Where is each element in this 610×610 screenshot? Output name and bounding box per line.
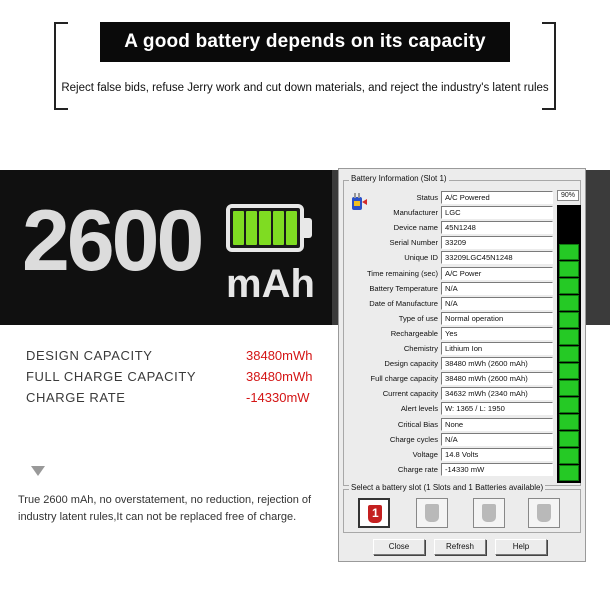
left-bracket [54,22,68,110]
info-row [344,221,554,234]
info-row [344,433,554,446]
tagline: Reject false bids, refuse Jerry work and cut down materials, and reject the industry's latent rules [61,82,549,94]
battery-info-group-title: Battery Information (Slot 1) [351,174,447,183]
info-row [344,297,554,310]
help-button[interactable]: Help [495,539,547,555]
info-row [344,448,554,461]
info-label: Status [416,193,438,202]
info-label: Full charge capacity [370,374,438,384]
info-value: 33209LGC45N1248 [441,251,553,264]
empty-slot-icon [537,504,551,522]
info-value: 38480 mWh (2600 mAh) [441,357,553,370]
info-row [344,372,554,385]
info-label: Alert levels [400,404,438,414]
info-row [344,312,554,325]
info-row [344,191,554,204]
info-row [344,206,554,219]
info-value: 34632 mWh (2340 mAh) [441,387,553,400]
battery-info-window [338,168,586,562]
info-row [344,282,554,295]
empty-slot-icon [482,504,496,522]
info-row [344,418,554,431]
info-label: Chemistry [403,344,438,353]
battery-slot-3[interactable] [473,498,505,528]
info-row [344,267,554,280]
info-label: Critical Bias [397,419,438,429]
spec-value-full-charge-capacity: 38480mWh [246,369,313,384]
gauge-cell [559,363,579,379]
capacity-number: 2600 [22,193,202,289]
info-value: Lithium Ion [441,342,553,355]
battery-slot-number: 1 [372,506,379,520]
info-value: 45N1248 [441,221,553,234]
gauge-cell [559,278,579,294]
info-label: Design capacity [384,359,438,369]
info-row [344,402,554,415]
info-label: Voltage [412,449,438,459]
info-value: W: 1365 / L: 1950 [441,402,553,415]
info-label: Charge rate [397,464,438,474]
battery-full-icon [226,204,314,252]
info-value: 33209 [441,236,553,249]
battery-tip [304,218,312,238]
gauge-cell [559,414,579,430]
battery-info-group [343,174,581,486]
gauge-cell [559,244,579,260]
info-value: Normal operation [441,312,553,325]
gauge-cell [559,380,579,396]
info-label: Time remaining (sec) [366,268,438,278]
gauge-cell [559,295,579,311]
battery-slot-2[interactable] [416,498,448,528]
info-label: Device name [393,223,438,233]
info-label: Serial Number [389,238,438,248]
info-value: A/C Powered [441,191,553,204]
gauge-cell [559,397,579,413]
battery-slot-1[interactable] [358,498,390,528]
charge-gauge [557,205,581,483]
info-value: N/A [441,297,553,310]
spec-value-design-capacity: 38480mWh [246,348,313,363]
info-row [344,236,554,249]
battery-cell [273,211,284,245]
capacity-unit: mAh [226,262,315,306]
gauge-cell [559,465,579,481]
info-label: Charge cycles [389,434,438,444]
battery-cell [286,211,297,245]
info-row [344,357,554,370]
info-value: A/C Power [441,267,553,280]
spec-value-charge-rate: -14330mW [246,390,310,405]
info-value: -14330 mW [441,463,553,476]
right-bracket [542,22,556,110]
info-value: 38480 mWh (2600 mAh) [441,372,553,385]
spec-label-design-capacity: DESIGN CAPACITY [26,348,153,363]
battery-cell [259,211,270,245]
info-label: Unique ID [404,253,438,263]
info-label: Rechargeable [390,328,438,338]
info-label: Current capacity [382,389,438,399]
battery-cell [233,211,244,245]
info-label: Type of use [398,313,438,323]
info-label: Battery Temperature [369,283,438,293]
gauge-cell [559,312,579,328]
battery-cell [246,211,257,245]
info-value: 14.8 Volts [441,448,553,461]
empty-slot-icon [425,504,439,522]
gauge-cell [559,431,579,447]
down-triangle-icon [31,466,45,476]
info-label: Manufacturer [393,208,438,218]
headline: A good battery depends on its capacity [100,22,510,62]
info-row [344,251,554,264]
info-value: LGC [441,206,553,219]
gauge-cell [559,448,579,464]
note-text: True 2600 mAh, no overstatement, no reduction, rejection of industry latent rules,It can not be replaced free of charge. [18,494,312,523]
battery-slot-4[interactable] [528,498,560,528]
spec-label-full-charge-capacity: FULL CHARGE CAPACITY [26,369,197,384]
spec-label-charge-rate: CHARGE RATE [26,390,126,405]
info-row [344,342,554,355]
gauge-cell [559,329,579,345]
battery-slot-group-title: Select a battery slot (1 Slots and 1 Batteries available) [351,483,544,492]
info-row [344,463,554,476]
refresh-button[interactable]: Refresh [434,539,486,555]
info-value: None [441,418,553,431]
close-button[interactable]: Close [373,539,425,555]
info-row [344,327,554,340]
battery-body [226,204,304,252]
gauge-cell [559,261,579,277]
info-row [344,387,554,400]
info-value: Yes [441,327,553,340]
info-value: N/A [441,282,553,295]
info-label: Date of Manufacture [369,298,438,308]
charge-percent: 90% [557,190,579,201]
info-value: N/A [441,433,553,446]
gauge-cell [559,346,579,362]
battery-slot-group [343,483,581,533]
